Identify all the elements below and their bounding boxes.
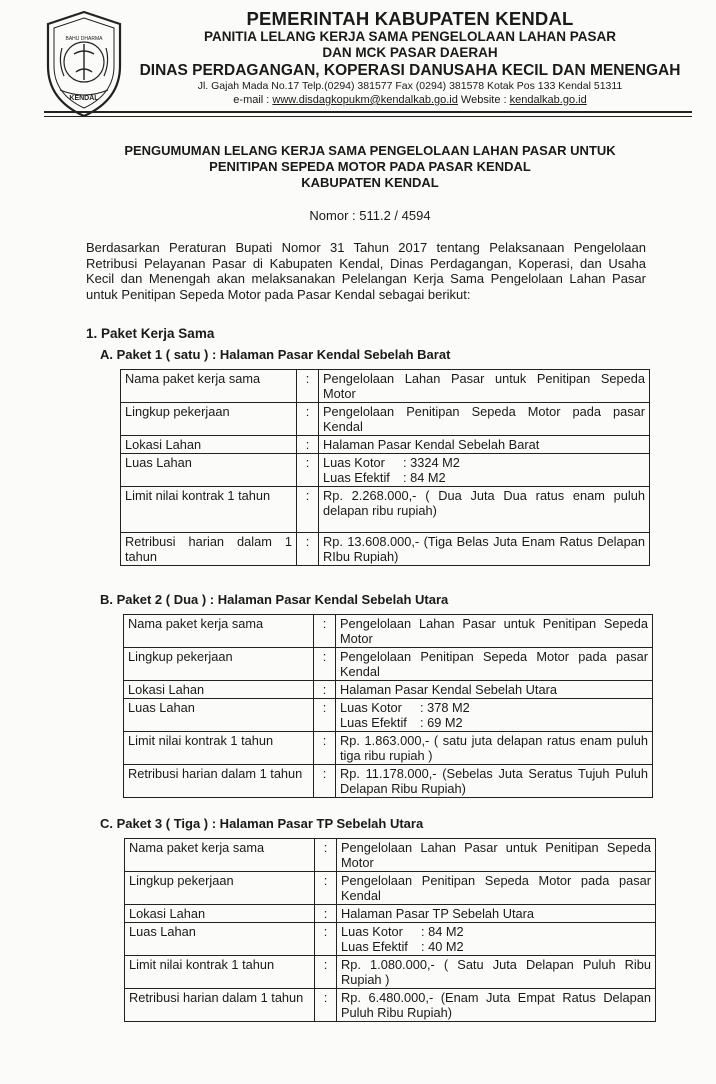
row-label: Limit nilai kontrak 1 tahun xyxy=(124,732,314,765)
row-value: Pengelolaan Lahan Pasar untuk Penitipan Sepeda Motor xyxy=(336,615,653,648)
row-value: Rp. 13.608.000,- (Tiga Belas Juta Enam Ratus Delapan RIbu Rupiah) xyxy=(319,533,650,566)
kendal-regency-emblem-icon xyxy=(40,8,128,120)
row-value: Luas Kotor : 378 M2 Luas Efektif : 69 M2 xyxy=(336,699,653,732)
row-value: Pengelolaan Lahan Pasar untuk Penitipan Sepeda Motor xyxy=(337,839,656,872)
email-link[interactable]: www.disdagkopukm@kendalkab.go.id xyxy=(272,94,458,106)
row-label: Lingkup pekerjaan xyxy=(124,648,314,681)
row-label: Nama paket kerja sama xyxy=(121,370,297,403)
table-row: Lokasi Lahan : Halaman Pasar Kendal Sebelah Utara xyxy=(124,681,653,699)
row-label: Luas Lahan xyxy=(121,454,297,487)
row-label: Retribusi harian dalam 1 tahun xyxy=(125,989,315,1022)
row-label: Lingkup pekerjaan xyxy=(125,872,315,905)
row-value: Pengelolaan Penitipan Sepeda Motor pada pasar Kendal xyxy=(336,648,653,681)
row-value: Rp. 2.268.000,- ( Dua Juta Dua ratus enam puluh delapan ribu rupiah) xyxy=(319,487,650,533)
table-row: Retribusi harian dalam 1 tahun : Rp. 13.608.000,- (Tiga Belas Juta Enam Ratus Delapan RIbu Rupiah) xyxy=(121,533,650,566)
table-row: Lingkup pekerjaan : Pengelolaan Penitipan Sepeda Motor pada pasar Kendal xyxy=(124,648,653,681)
table-row: Lingkup pekerjaan : Pengelolaan Penitipan Sepeda Motor pada pasar Kendal xyxy=(121,403,650,436)
row-label: Nama paket kerja sama xyxy=(125,839,315,872)
package-heading: A. Paket 1 ( satu ) : Halaman Pasar Kendal Sebelah Barat xyxy=(100,347,451,362)
intro-paragraph: Berdasarkan Peraturan Bupati Nomor 31 Tahun 2017 tentang Pelaksanaan Pengelolaan Retribusi Pelayanan Pasar di Kabupaten Kendal, Dinas Perdagangan, Koperasi, dan Usaha Kecil dan Menengah akan melaksanakan Pelelangan Kerja Sama Pengelolaan Lahan Pasar untuk Penitipan Sepeda Motor pada Pasar Kendal sebagai berikut: xyxy=(86,240,646,302)
row-value: Rp. 11.178.000,- (Sebelas Juta Seratus Tujuh Puluh Delapan Ribu Rupiah) xyxy=(336,765,653,798)
row-value: Rp. 1.080.000,- ( Satu Juta Delapan Puluh Ribu Rupiah ) xyxy=(337,956,656,989)
package-table xyxy=(123,614,653,798)
package-heading: B. Paket 2 ( Dua ) : Halaman Pasar Kendal Sebelah Utara xyxy=(100,592,449,607)
row-label: Lingkup pekerjaan xyxy=(121,403,297,436)
website-link[interactable]: kendalkab.go.id xyxy=(509,94,587,106)
table-row: Retribusi harian dalam 1 tahun : Rp. 11.178.000,- (Sebelas Juta Seratus Tujuh Puluh Delapan Ribu Rupiah) xyxy=(124,765,653,798)
package-table xyxy=(120,369,650,566)
row-label: Limit nilai kontrak 1 tahun xyxy=(125,956,315,989)
table-row: Limit nilai kontrak 1 tahun : Rp. 1.080.000,- ( Satu Juta Delapan Puluh Ribu Rupiah ) xyxy=(125,956,656,989)
row-value: Halaman Pasar TP Sebelah Utara xyxy=(337,905,656,923)
table-row: Lingkup pekerjaan : Pengelolaan Penitipan Sepeda Motor pada pasar Kendal xyxy=(125,872,656,905)
row-value: Luas Kotor : 84 M2 Luas Efektif : 40 M2 xyxy=(337,923,656,956)
row-label: Retribusi harian dalam 1 tahun xyxy=(124,765,314,798)
letterhead-line3: DAN MCK PASAR DAERAH xyxy=(322,45,498,60)
document-number: Nomor : 511.2 / 4594 xyxy=(309,208,431,223)
table-row: Luas Lahan : Luas Kotor : 3324 M2 Luas Efektif : 84 M2 xyxy=(121,454,650,487)
package-table xyxy=(124,838,656,1022)
row-value: Luas Kotor : 3324 M2 Luas Efektif : 84 M2 xyxy=(319,454,650,487)
table-row: Luas Lahan : Luas Kotor : 378 M2 Luas Efektif : 69 M2 xyxy=(124,699,653,732)
table-row: Nama paket kerja sama : Pengelolaan Lahan Pasar untuk Penitipan Sepeda Motor xyxy=(121,370,650,403)
letterhead xyxy=(130,8,690,107)
table-row: Nama paket kerja sama : Pengelolaan Lahan Pasar untuk Penitipan Sepeda Motor xyxy=(124,615,653,648)
table-row: Nama paket kerja sama : Pengelolaan Lahan Pasar untuk Penitipan Sepeda Motor xyxy=(125,839,656,872)
section-heading: 1. Paket Kerja Sama xyxy=(86,326,215,341)
row-label: Limit nilai kontrak 1 tahun xyxy=(121,487,297,533)
letterhead-address: Jl. Gajah Mada No.17 Telp.(0294) 381577 Fax (0294) 381578 Kotak Pos 133 Kendal 51311 xyxy=(197,80,623,92)
table-row: Lokasi Lahan : Halaman Pasar TP Sebelah Utara xyxy=(125,905,656,923)
row-value: Pengelolaan Penitipan Sepeda Motor pada pasar Kendal xyxy=(319,403,650,436)
table-row: Lokasi Lahan : Halaman Pasar Kendal Sebelah Barat xyxy=(121,436,650,454)
letterhead-divider-thin xyxy=(44,116,692,117)
row-label: Lokasi Lahan xyxy=(124,681,314,699)
row-value: Rp. 1.863.000,- ( satu juta delapan ratus enam puluh tiga ribu rupiah ) xyxy=(336,732,653,765)
letterhead-divider-thick xyxy=(44,111,692,113)
row-label: Lokasi Lahan xyxy=(121,436,297,454)
row-label: Nama paket kerja sama xyxy=(124,615,314,648)
svg-text:KENDAL: KENDAL xyxy=(69,95,99,102)
table-row: Limit nilai kontrak 1 tahun : Rp. 1.863.000,- ( satu juta delapan ratus enam puluh tiga ribu rupiah ) xyxy=(124,732,653,765)
document-title: PENGUMUMAN LELANG KERJA SAMA PENGELOLAAN LAHAN PASAR UNTUK PENITIPAN SEPEDA MOTOR PADA PASAR KENDAL KABUPATEN KENDAL xyxy=(124,143,616,190)
svg-text:BAHU DHARMA: BAHU DHARMA xyxy=(65,36,103,42)
row-value: Pengelolaan Penitipan Sepeda Motor pada pasar Kendal xyxy=(337,872,656,905)
row-value: Rp. 6.480.000,- (Enam Juta Empat Ratus Delapan Puluh Ribu Rupiah) xyxy=(337,989,656,1022)
row-label: Luas Lahan xyxy=(125,923,315,956)
row-label: Retribusi harian dalam 1 tahun xyxy=(121,533,297,566)
row-label: Lokasi Lahan xyxy=(125,905,315,923)
package-heading: C. Paket 3 ( Tiga ) : Halaman Pasar TP Sebelah Utara xyxy=(100,816,424,831)
letterhead-line2: PANITIA LELANG KERJA SAMA PENGELOLAAN LAHAN PASAR xyxy=(203,29,616,44)
row-label: Luas Lahan xyxy=(124,699,314,732)
letterhead-line4: DINAS PERDAGANGAN, KOPERASI DANUSAHA KECIL DAN MENENGAH xyxy=(139,62,681,79)
table-row: Limit nilai kontrak 1 tahun : Rp. 2.268.000,- ( Dua Juta Dua ratus enam puluh delapan ribu rupiah) xyxy=(121,487,650,533)
table-row: Luas Lahan : Luas Kotor : 84 M2 Luas Efektif : 40 M2 xyxy=(125,923,656,956)
table-row: Retribusi harian dalam 1 tahun : Rp. 6.480.000,- (Enam Juta Empat Ratus Delapan Puluh Ribu Rupiah) xyxy=(125,989,656,1022)
row-value: Pengelolaan Lahan Pasar untuk Penitipan Sepeda Motor xyxy=(319,370,650,403)
letterhead-contact: e-mail : www.disdagkopukm@kendalkab.go.id Website : kendalkab.go.id xyxy=(233,94,587,106)
row-value: Halaman Pasar Kendal Sebelah Barat xyxy=(319,436,650,454)
letterhead-line1: PEMERINTAH KABUPATEN KENDAL xyxy=(246,8,574,29)
row-value: Halaman Pasar Kendal Sebelah Utara xyxy=(336,681,653,699)
